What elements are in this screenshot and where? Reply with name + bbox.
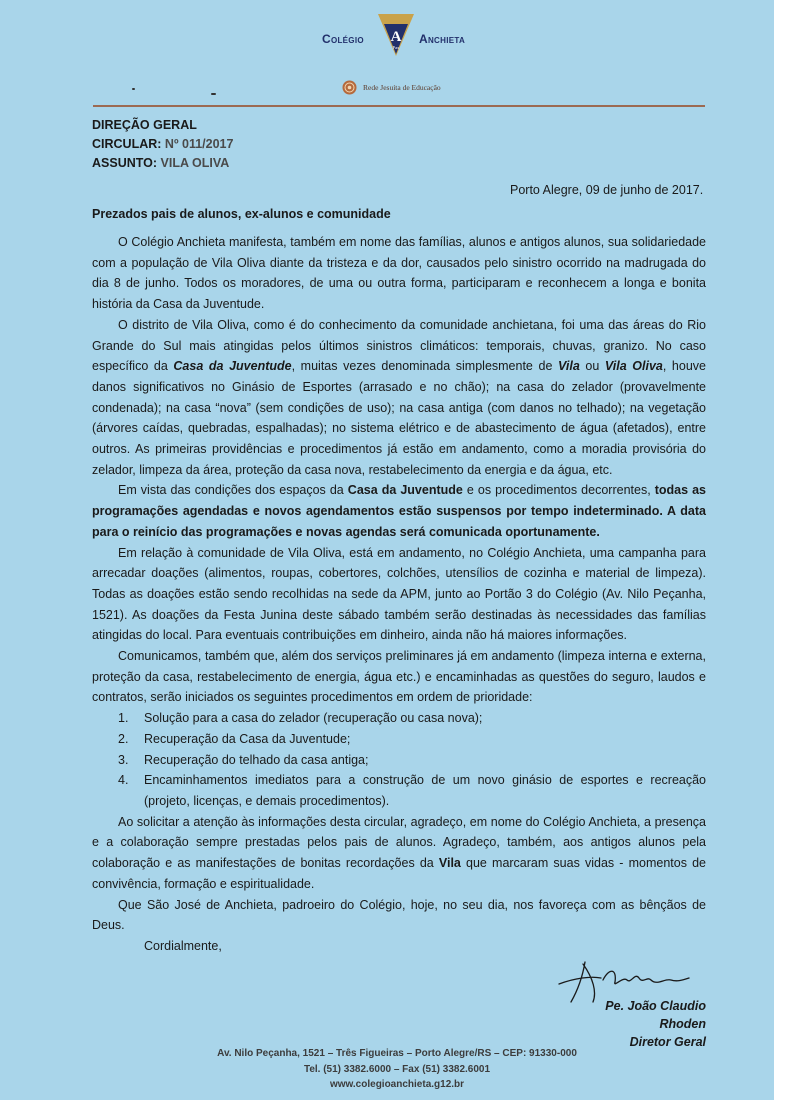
subject-line xyxy=(92,154,233,173)
circular-value: Nº 011/2017 xyxy=(164,137,234,151)
circular-heading xyxy=(92,116,233,173)
list-item: 1. Solução para a casa do zelador (recuperação ou casa nova); xyxy=(118,711,483,726)
emphasis: Vila xyxy=(438,856,461,871)
footer-website: www.colegioanchieta.g12.br xyxy=(329,1079,465,1090)
paragraph: Que São José de Anchieta, padroeiro do Colégio, hoje, no seu dia, nos favoreça com as bênçãos de Deus. xyxy=(92,897,706,933)
emphasis: Vila xyxy=(558,359,580,374)
closing: Cordialmente, xyxy=(144,938,222,953)
signer-role: Diretor Geral xyxy=(629,1035,706,1049)
subject-value: VILA OLIVA xyxy=(160,156,230,170)
footer xyxy=(197,1046,597,1093)
emphasis: Casa da Juventude xyxy=(173,359,292,374)
list-item: 3. Recuperação do telhado da casa antiga; xyxy=(118,752,369,767)
college-logo xyxy=(318,14,478,60)
paragraph: Ao solicitar a atenção às informações desta circular, agradeço, em nome do Colégio Anchieta, a presença e a colaboração sempre prestadas pelos pais de alunos. Agradeço, também, aos antigos alunos pela colaboração e as manifestações de bonitas recordações da Vila que marcaram suas vidas - momentos de convivência, formação e espiritualidade. xyxy=(92,814,706,891)
network-label: Rede Jesuíta de Educação xyxy=(363,82,441,92)
letter-body xyxy=(92,232,706,957)
circular-number xyxy=(92,135,233,154)
scan-speck xyxy=(211,93,216,95)
subject-label: ASSUNTO: xyxy=(92,156,158,170)
department-title: DIREÇÃO GERAL xyxy=(92,118,197,132)
emphasis: Casa da Juventude xyxy=(347,483,463,498)
header-divider xyxy=(93,105,705,107)
college-emblem-icon xyxy=(378,14,414,60)
logo-word-right: Anchieta xyxy=(419,32,466,46)
svg-text:Pax: Pax xyxy=(392,45,400,50)
salutation: Prezados pais de alunos, ex-alunos e comunidade xyxy=(92,207,391,221)
circular-label: CIRCULAR: xyxy=(92,137,162,151)
jesuit-seal-icon xyxy=(342,80,357,95)
dateline: Porto Alegre, 09 de junho de 2017. xyxy=(510,183,704,197)
signer-name: Pe. João Claudio Rhoden xyxy=(605,999,706,1031)
list-item: 4. Encaminhamentos imediatos para a construção de um novo ginásio de esportes e recreação (projeto, licenças, e demais procedimentos). xyxy=(118,773,706,808)
emphasis: Vila Oliva xyxy=(604,359,663,374)
footer-address: Av. Nilo Peçanha, 1521 – Três Figueiras – Porto Alegre/RS – CEP: 91330-000 xyxy=(217,1048,577,1059)
paragraph: Em relação à comunidade de Vila Oliva, está em andamento, no Colégio Anchieta, uma campanha para arrecadar doações (alimentos, roupas, cobertores, colchões, utensílios de cozinha e material de limpeza). Todas as doações estão sendo recolhidas na sede da APM, junto ao Portão 3 do Colégio (Av. Nilo Peçanha, 1521). As doações da Festa Junina deste sábado também serão destinadas às necessidades das famílias atingidas do local. Para eventuais contribuições em dinheiro, ainda não há maiores informações. xyxy=(92,545,706,643)
signer-block xyxy=(556,997,706,1051)
list-item: 2. Recuperação da Casa da Juventude; xyxy=(118,731,351,746)
emphasis: todas as programações agendadas e novos agendamentos estão suspensos por tempo indeterminado. A data para o reinício das programações e novas agendas será comunicada oportunamente. xyxy=(92,483,706,539)
scan-speck xyxy=(132,88,135,90)
priority-list xyxy=(92,708,706,812)
scan-edge xyxy=(774,0,794,1100)
paragraph: Em vista das condições dos espaços da Casa da Juventude e os procedimentos decorrentes, todas as programações agendadas e novos agendamentos estão suspensos por tempo indeterminado. A data para o reinício das programações e novas agendas será comunicada oportunamente. xyxy=(92,483,706,539)
paragraph: O Colégio Anchieta manifesta, também em nome das famílias, alunos e antigos alunos, sua solidariedade com a população de Vila Oliva diante da tristeza e da dor, causados pelo sinistro ocorrido na madrugada do dia 8 de junho. Todos os moradores, de uma ou outra forma, participaram e reconhecem a longa e bonita história da Casa da Juventude. xyxy=(92,235,706,312)
paragraph: O distrito de Vila Oliva, como é do conhecimento da comunidade anchietana, foi uma das áreas do Rio Grande do Sul mais atingidas pelos últimos sinistros climáticos: temporais, chuvas, granizo. No caso específico da Casa da Juventude, muitas vezes denominada simplesmente de Vila ou Vila Oliva, houve danos significativos no Ginásio de Esportes (arrasado e no chão); na casa do zelador (provavelmente condenada); na casa “nova” (sem condições de uso); na casa antiga (com danos no telhado); na vegetação (árvores caídas, quebradas, espalhadas); no sistema elétrico e de abastecimento de água (afetados), entre outros. As primeiras providências e procedimentos já estão em andamento, como a moradia provisória do zelador, limpeza da área, proteção da casa nova, restabelecimento da energia e da água, etc. xyxy=(92,317,706,477)
footer-phone: Tel. (51) 3382.6000 – Fax (51) 3382.6001 xyxy=(303,1063,491,1075)
logo-word-left: Colégio xyxy=(322,32,364,46)
network-badge xyxy=(342,79,441,95)
svg-text:A: A xyxy=(390,29,402,45)
paragraph: Comunicamos, também que, além dos serviços preliminares já em andamento (limpeza interna e externa, proteção da casa, restabelecimento de energia, água etc.) e encaminhadas as questões do seguro, laudos e contratos, serão iniciados os seguintes procedimentos em ordem de prioridade: xyxy=(92,649,706,705)
